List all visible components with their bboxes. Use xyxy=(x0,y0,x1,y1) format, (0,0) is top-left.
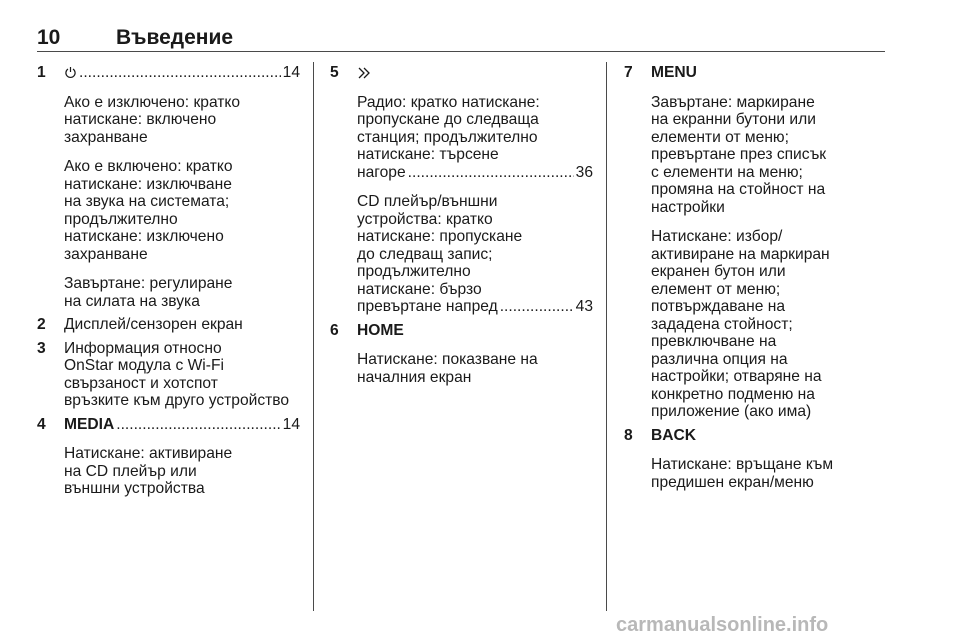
list-item-4 xyxy=(37,416,300,498)
description: Натискане: избор/ активиране на маркиран екранен бутон или елемент от меню; потвърждаване на зададена стойност; превключване на различна опция на настройки; отваряне на конкретно подменю на приложение (ако има) xyxy=(651,228,830,420)
list-item-1 xyxy=(37,64,300,310)
list-item-7 xyxy=(624,64,886,421)
button-label: MEDIA xyxy=(64,415,115,433)
description-end: нагоре xyxy=(357,163,406,181)
item-number: 3 xyxy=(37,339,46,357)
description-end: превъртане напред xyxy=(357,298,498,315)
column-divider-2 xyxy=(606,62,607,611)
item-number: 4 xyxy=(37,415,46,433)
page-ref: 43 xyxy=(575,298,593,315)
page-ref: 14 xyxy=(282,415,300,433)
page-title: Въведение xyxy=(116,26,234,49)
description: Завъртане: регулиране на силата на звука xyxy=(64,275,233,310)
button-label: BACK xyxy=(651,426,697,444)
page-ref: 14 xyxy=(282,64,300,81)
item-number: 7 xyxy=(624,64,633,81)
page-ref: 36 xyxy=(575,163,593,181)
item-number: 1 xyxy=(37,64,46,81)
description: Дисплей/сензорен екран xyxy=(64,316,243,333)
item-number: 2 xyxy=(37,316,46,333)
seek-forward-icon xyxy=(357,64,593,82)
list-item-6 xyxy=(330,322,593,387)
column-divider-1 xyxy=(313,62,314,611)
description: Радио: кратко натискане: пропускане до следваща станция; продължително натискане: търсене xyxy=(357,93,540,163)
description: Ако е изключено: кратко натискане: включено захранване xyxy=(64,93,241,146)
watermark: carmanualsonline.info xyxy=(616,614,829,636)
item-number: 8 xyxy=(624,426,633,444)
list-item-3 xyxy=(37,340,300,410)
power-icon xyxy=(64,64,77,82)
item-number: 5 xyxy=(330,64,339,81)
leader-dots xyxy=(500,298,574,316)
description: Натискане: връщане към предишен екран/меню xyxy=(651,456,834,491)
list-item-5 xyxy=(330,64,593,316)
description: Натискане: показване на началния екран xyxy=(357,351,538,386)
page-number: 10 xyxy=(37,26,61,49)
page-header xyxy=(37,26,885,52)
item-number: 6 xyxy=(330,321,339,339)
description: Завъртане: маркиране на екранни бутони или елементи от меню; превъртане през списък с елементи на меню; промяна на стойност на настройки xyxy=(651,93,827,216)
column-3 xyxy=(624,64,886,503)
list-item-2 xyxy=(37,316,300,334)
description: Информация относно OnStar модула с Wi-Fi свързаност и хотспот връзките към друго устройство xyxy=(64,339,290,409)
column-2 xyxy=(330,64,593,398)
description: Ако е включено: кратко натискане: изключване на звука на системата; продължително натискане: изключено захранване xyxy=(64,158,233,263)
column-1 xyxy=(37,64,300,510)
description: CD плейър/външни устройства: кратко натискане: пропускане до следващ запис; продължително натискане: бързо xyxy=(357,193,523,298)
leader-dots xyxy=(79,64,281,82)
leader-dots xyxy=(408,164,574,182)
leader-dots xyxy=(116,416,280,434)
description: Натискане: активиране на CD плейър или външни устройства xyxy=(64,445,233,497)
header-rule xyxy=(37,51,885,52)
button-label: HOME xyxy=(357,321,404,339)
button-label: MENU xyxy=(651,64,697,81)
list-item-8 xyxy=(624,427,886,492)
